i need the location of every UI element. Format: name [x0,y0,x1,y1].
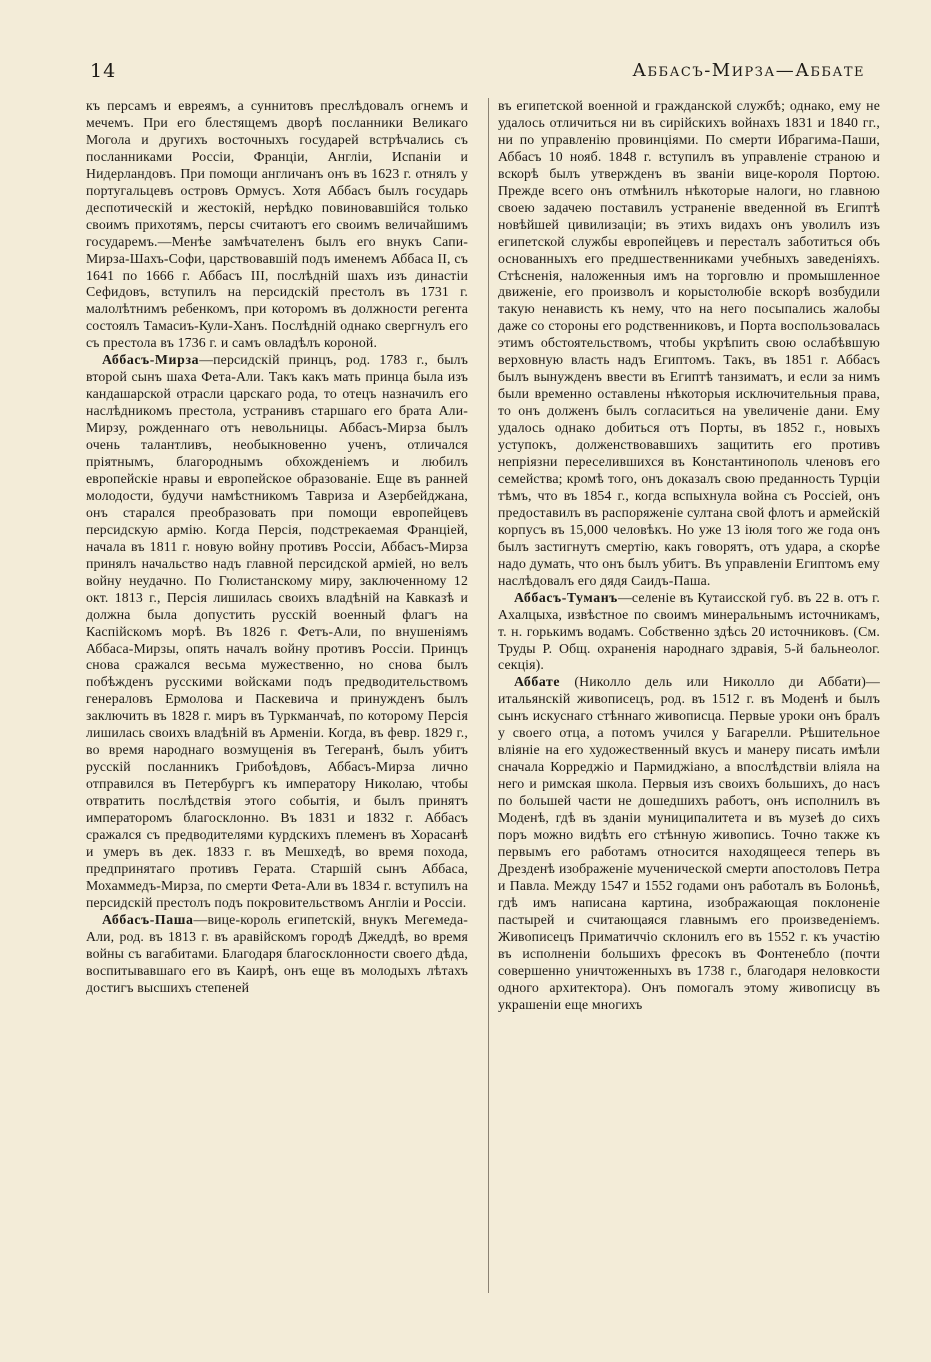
entry-abbas-tuman [498,590,880,675]
headword-abbas-tuman: Аббасъ-Туманъ [514,589,618,605]
page-number: 14 [90,60,117,82]
entry-abbas-tuman-text: —селеніе въ Кутаисской губ. въ 22 в. отъ г. Ахалцыха, извѣстное по своимъ минеральнымъ источникамъ, т. н. горькимъ водамъ. Собственно здѣсь 20 источниковъ. (См. Труды Р. Общ. охраненія народнаго здравія, 5-й бальнеолог. секція). [498,589,880,673]
column-divider [488,98,489,1293]
entry-abbate [498,674,880,1013]
headword-abbas-pasha: Аббасъ-Паша [102,911,194,927]
headword-abbate: Аббате [514,674,561,690]
running-head: Аббасъ-Мирза—Аббате [632,60,865,81]
entry-abbate-text: (Николло дель или Николло ди Аббати)—итальянскій живописецъ, род. въ 1512 г. въ Моденѣ и былъ сынъ искуснаго стѣннаго живописца. Первые уроки онъ бралъ у своего отца, а потомъ учился у Багарелли. Рѣшительное вліяніе на его художественный вкусъ и манеру писать имѣли сначала Корреджіо и Пармиджіано, а впослѣдствіи вліяла на него и римская школа. Первыя изъ своихъ большихъ, до насъ по большей части не дошедшихъ работъ, онъ исполнилъ въ Моденѣ, гдѣ въ зданіи муниципалитета и въ музеѣ до сихъ поръ можно видѣть его стѣнную живопись. Точно также къ первымъ его работамъ относится находящееся теперь въ Дрезденѣ изображеніе мученической смерти апостоловъ Петра и Павла. Между 1547 и 1552 годами онъ работалъ въ Болоньѣ, гдѣ имъ написана картина, изображающая поклоненіе пастырей и считающаяся главнымъ его произведеніемъ. Живописецъ Приматиччіо склонилъ его въ 1552 г. къ участію въ исполненіи большихъ фресокъ въ Фонтенебло (почти совершенно уничтоженныхъ въ 1738 г., благодаря неловкости одного архитектора). Онъ помогалъ этому живописцу въ украшеніи еще многихъ [498,674,880,1012]
page-header [90,60,865,86]
left-column [86,98,468,997]
right-column [498,98,880,1013]
abbas-pasha-continuation: въ египетской военной и гражданской службѣ; однако, ему не удалось отличиться ни въ сирійскихъ войнахъ 1831 и 1840 гг., ни по управленію провинціями. По смерти Ибрагима-Паши, Аббасъ 10 нояб. 1848 г. вступилъ въ управленіе страною и вскорѣ былъ утвержденъ въ званіи вице-короля Портою. Прежде всего онъ отмѣнилъ нѣкоторые налоги, но главною своею задачею поставилъ устраненіе введенной въ Египтѣ новѣйшей цивилизаціи; въ этихъ видахъ онъ уволилъ изъ египетской службы европейцевъ и пересталъ заботиться объ основанныхъ его предшественниками учебныхъ заведеніяхъ. Стѣсненія, наложенныя имъ на торговлю и промышленное движеніе, его произволъ и корыстолюбіе вскорѣ возбудили такую ненависть къ нему, что на него посыпались жалобы даже со стороны его родственниковъ, и Порта воспользовалась этимъ обстоятельствомъ, чтобы укрѣпить свою ослабѣвшую верховную власть надъ Египтомъ. Такъ, въ 1851 г. Аббасъ былъ вынужденъ ввести въ Египтѣ танзиматъ, и если за нимъ были временно оставлены нѣкоторыя исключительныя права, то онъ долженъ былъ согласиться на увеличеніе дани. Ему удалось однако добиться отъ Порты, въ 1852 г., новыхъ уступокъ, долженствовавшихъ защитить его противъ непріязни переселившихся въ Константинополь членовъ его семейства; кромѣ того, онъ доказалъ свою преданность Турціи тѣмъ, что въ 1854 г., когда вспыхнула война съ Россіей, онъ предоставилъ въ распоряженіе султана свой флотъ и армейскій корпусъ въ 15,000 человѣкъ. Но уже 13 іюля того же года онъ былъ застигнутъ смертію, какъ говорятъ, отъ удара, а скорѣе надо думать, что онъ былъ убитъ. Въ управленіи Египтомъ ему наслѣдовалъ его дядя Саидъ-Паша. [498,98,880,588]
abbas-shah-continuation: къ персамъ и евреямъ, а суннитовъ преслѣдовалъ огнемъ и мечемъ. При его блестящемъ дворѣ посланники Великаго Могола и другихъ восточныхъ государей встрѣчались съ посланниками Россіи, Франціи, Англіи, Испаніи и Нидерландовъ. При помощи англичанъ онъ въ 1623 г. отнялъ у португальцевъ островъ Ормусъ. Хотя Аббасъ былъ государь деспотическій и жестокій, нерѣдко повиновавшійся только своимъ прихотямъ, персы считаютъ его своимъ величайшимъ государемъ.—Менѣе замѣчателенъ былъ его внукъ Сапи-Мирза-Шахъ-Софи, царствовавшій подъ именемъ Аббаса II, съ 1641 по 1666 г. Аббасъ III, послѣдній шахъ изъ династіи Сефидовъ, вступилъ на персидскій престолъ въ 1731 г. малолѣтнимъ ребенкомъ, при которомъ въ должности регента состоялъ Тамасиъ-Кули-Ханъ. Послѣдній однако свергнулъ его съ престола въ 1736 г. и самъ овладѣлъ короной. [86,98,468,351]
entry-abbas-mirza-text: —персидскій принцъ, род. 1783 г., былъ второй сынъ шаха Фета-Али. Такъ какъ мать принца была изъ кандашарской отрасли царскаго рода, то отецъ назначилъ его наслѣдникомъ престола, устранивъ старшаго его брата Али-Мирзу, рожденнаго отъ невольницы. Аббасъ-Мирза былъ очень талантливъ, необыкновенно ученъ, отличался пріятнымъ, благороднымъ обхожденіемъ и любилъ европейскіе нравы и европейское образованіе. Еще въ ранней молодости, будучи намѣстникомъ Тавриза и Азербейджана, онъ старался преобразовать при помощи европейцевъ персидскую армію. Когда Персія, подстрекаемая Франціей, начала въ 1811 г. новую войну противъ Россіи, Аббасъ-Мирза принялъ начальство надъ главной персидской арміей, но велъ войну неудачно. По Гюлистанскому миру, заключенному 12 окт. 1813 г., Персія лишилась своихъ владѣній на Кавказѣ и должна была допустить русскій военный флагъ на Каспійскомъ морѣ. Въ 1826 г. Фетъ-Али, по внушеніямъ Аббаса-Мирзы, опять началъ войну противъ Россіи. Принцъ снова сражался весьма мужественно, но снова былъ побѣжденъ русскими войсками подъ предводительствомъ генераловъ Ермолова и Паскевича и принужденъ былъ заключить въ 1828 г. миръ въ Туркманчаѣ, по которому Персія лишилась своихъ владѣній въ Арменіи. Когда, въ февр. 1829 г., во время народнаго возмущенія въ Тегеранѣ, былъ убитъ русскій посланникъ Грибоѣдовъ, Аббасъ-Мирза лично отправился въ Петербургъ къ императору Николаю, чтобы отвратить послѣдствія этого событія, и былъ принятъ императоромъ благосклонно. Въ 1831 и 1832 г. Аббасъ сражался съ предводителями курдскихъ племенъ въ Хорасанѣ и умеръ въ дек. 1833 г. въ Мешхедѣ, во время похода, предпринятаго противъ Герата. Старшій сынъ Аббаса, Мохаммедъ-Мирза, по смерти Фета-Али въ 1834 г. вступилъ на персидскій престолъ подъ покровительствомъ Англіи и Россіи. [86,352,468,910]
headword-abbas-mirza: Аббасъ-Мирза [102,352,200,368]
entry-abbas-mirza [86,352,468,911]
entry-abbas-pasha [86,912,468,997]
entry-abbas-pasha-text: —вице-король египетскій, внукъ Мегемеда-Али, род. въ 1813 г. въ аравійскомъ городѣ Джеддѣ, во время войны съ вагабитами. Благодаря благосклонности своего дѣда, воспитывавшаго его въ Каирѣ, онъ еще въ молодыхъ лѣтахъ достигъ высшихъ степеней [86,911,468,995]
